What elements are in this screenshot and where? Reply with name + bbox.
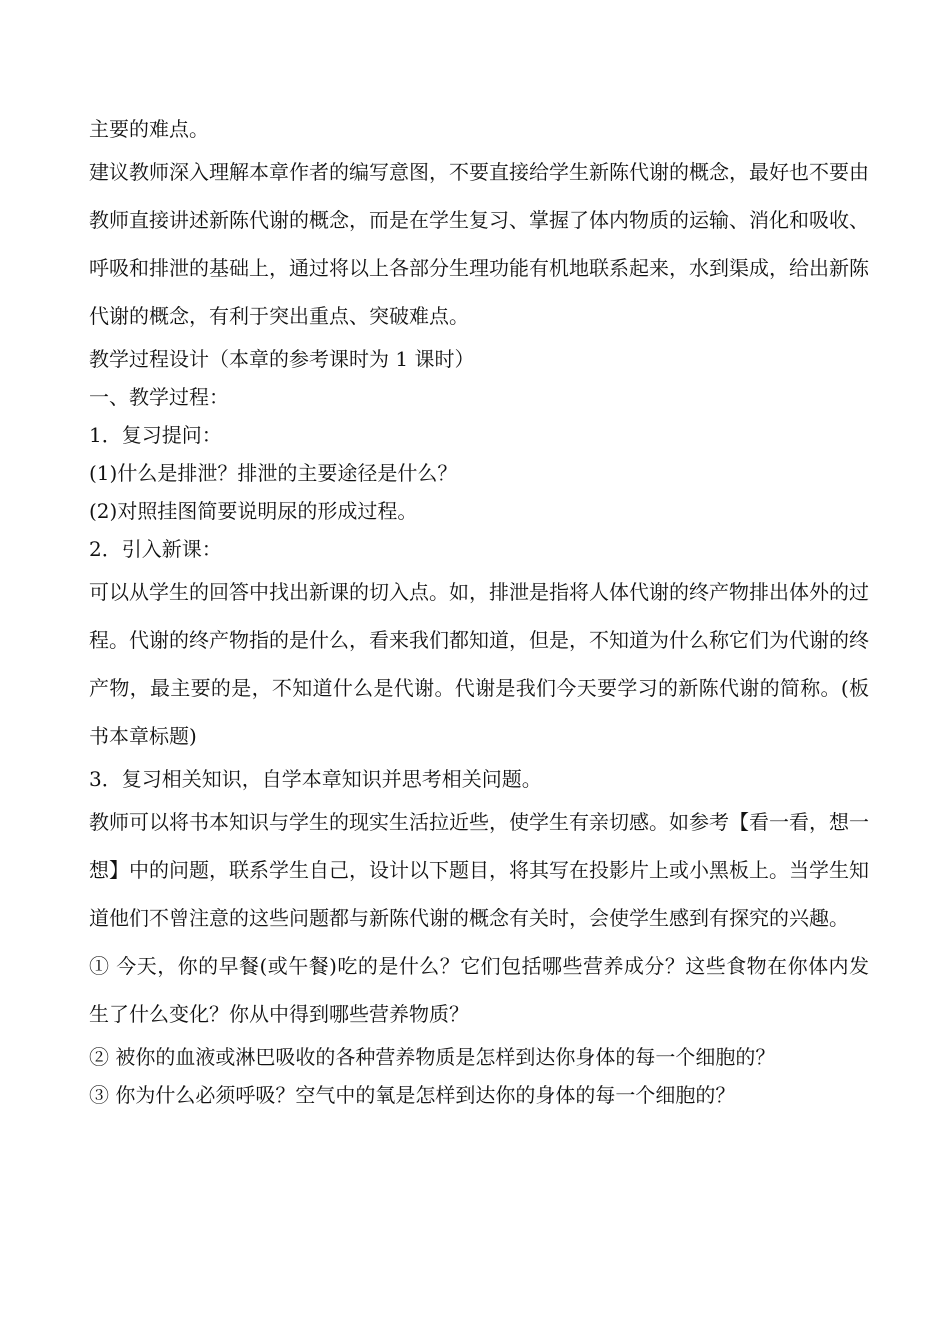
paragraph-question-2: (2)对照挂图简要说明尿的形成过程。	[89, 499, 418, 523]
paragraph-question-breathing: ③ 你为什么必须呼吸？空气中的氧是怎样到达你的身体的每一个细胞的？	[89, 1083, 736, 1107]
paragraph-question-nutrients: ② 被你的血液或淋巴吸收的各种营养物质是怎样到达你身体的每一个细胞的？	[89, 1045, 776, 1069]
paragraph-teacher-guidance: 教师可以将书本知识与学生的现实生活拉近些，使学生有亲切感。如参考【看一看，想一想】中的问题，联系学生自己，设计以下题目，将其写在投影片上或小黑板上。当学生知道他们不曾注意的这些问题都与新陈代谢的概念有关时，会使学生感到有探究的兴趣。	[89, 810, 869, 930]
paragraph-new-lesson-intro: 可以从学生的回答中找出新课的切入点。如，排泄是指将人体代谢的终产物排出体外的过程。代谢的终产物指的是什么，看来我们都知道，但是，不知道为什么称它们为代谢的终产物，最主要的是，不知道什么是代谢。代谢是我们今天要学习的新陈代谢的简称。(板书本章标题)	[89, 580, 869, 748]
paragraph-teaching-suggestion: 建议教师深入理解本章作者的编写意图，不要直接给学生新陈代谢的概念，最好也不要由教师直接讲述新陈代谢的概念，而是在学生复习、掌握了体内物质的运输、消化和吸收、呼吸和排泄的基础上，通过将以上各部分生理功能有机地联系起来，水到渠成，给出新陈代谢的概念，有利于突出重点、突破难点。	[89, 160, 869, 328]
paragraph-review-knowledge-heading: 3．复习相关知识，自学本章知识并思考相关问题。	[89, 767, 542, 791]
paragraph-question-breakfast: ① 今天，你的早餐(或午餐)吃的是什么？它们包括哪些营养成分？这些食物在你体内发生了什么变化？你从中得到哪些营养物质？	[89, 954, 869, 1026]
paragraph-process-design-heading: 教学过程设计（本章的参考课时为 1 课时）	[89, 347, 475, 371]
document-body	[89, 110, 869, 1114]
paragraph-question-1: (1)什么是排泄？排泄的主要途径是什么？	[89, 461, 458, 485]
paragraph-section-one-heading: 一、教学过程：	[89, 385, 229, 409]
paragraph-review-questions-heading: 1．复习提问：	[89, 423, 222, 447]
paragraph-new-lesson-heading: 2．引入新课：	[89, 537, 222, 561]
paragraph-difficulty-end: 主要的难点。	[89, 117, 209, 141]
